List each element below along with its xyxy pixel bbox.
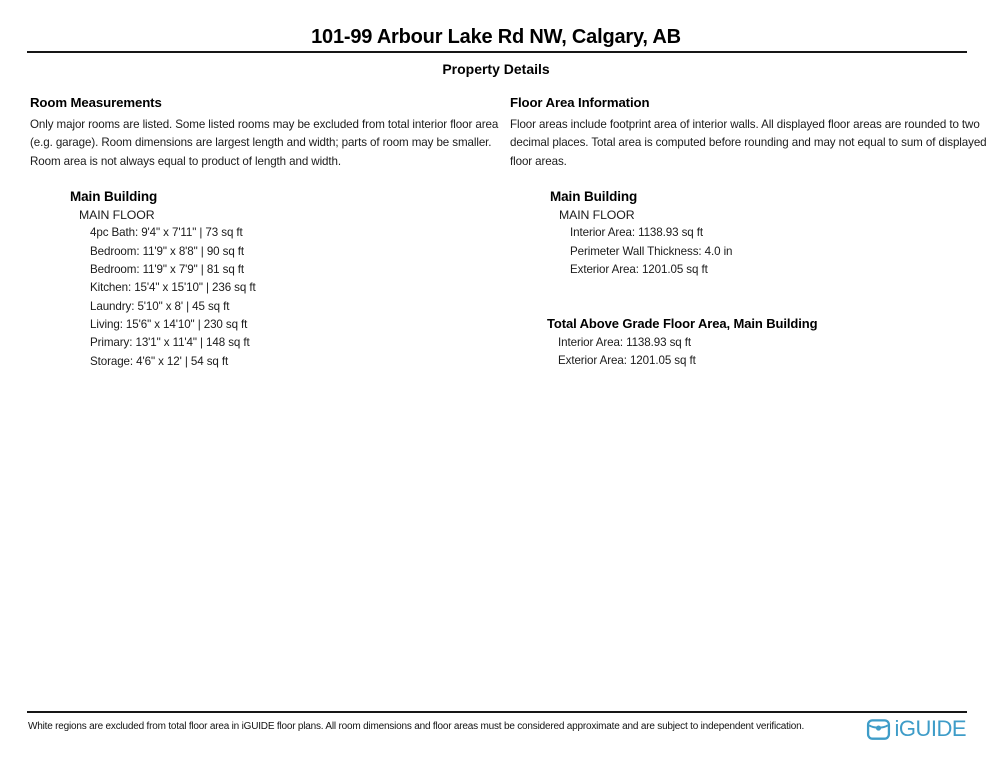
room-item: Laundry: 5'10" x 8' | 45 sq ft — [90, 299, 230, 313]
floor-name: MAIN FLOOR — [559, 208, 635, 223]
room-item: Living: 15'6" x 14'10" | 230 sq ft — [90, 317, 248, 331]
room-measurements-heading: Room Measurements — [30, 95, 162, 110]
description-line: Floor areas include footprint area of interior walls. All displayed floor areas are rounded to two — [510, 118, 980, 131]
room-item: 4pc Bath: 9'4" x 7'11" | 73 sq ft — [90, 226, 243, 240]
footer-divider — [27, 711, 967, 713]
description-line: decimal places. Total area is computed before rounding and may not equal to sum of displayed — [510, 136, 987, 150]
description-line: Room area is not always equal to product of length and width. — [30, 154, 341, 168]
description-line: Only major rooms are listed. Some listed rooms may be excluded from total interior floor area — [30, 118, 499, 131]
building-name: Main Building — [550, 188, 638, 204]
iguide-camera-icon — [866, 717, 891, 742]
room-item: Bedroom: 11'9" x 8'8" | 90 sq ft — [90, 244, 245, 258]
building-group — [30, 188, 500, 371]
floor-area-description — [510, 116, 987, 171]
iguide-logo — [866, 716, 966, 742]
area-detail-item: Perimeter Wall Thickness: 4.0 in — [570, 244, 733, 258]
room-item: Storage: 4'6" x 12' | 54 sq ft — [90, 354, 229, 368]
room-measurements-section — [30, 95, 500, 371]
iguide-logo-text: iGUIDE — [894, 716, 966, 741]
floor-area-heading: Floor Area Information — [510, 95, 650, 110]
floor-name: MAIN FLOOR — [79, 208, 155, 223]
title-divider — [27, 51, 967, 53]
total-area-group — [510, 315, 980, 370]
total-detail-list — [547, 334, 980, 371]
room-item: Primary: 13'1" x 11'4" | 148 sq ft — [90, 336, 250, 350]
description-line: (e.g. garage). Room dimensions are largest length and width; parts of room may be smaller. — [30, 136, 492, 150]
room-item: Kitchen: 15'4" x 15'10" | 236 sq ft — [90, 281, 256, 295]
footer-disclaimer: White regions are excluded from total floor area in iGUIDE floor plans. All room dimensions and floor areas must be considered approximate and are subject to independent verification. — [28, 721, 805, 732]
area-detail-item: Interior Area: 1138.93 sq ft — [570, 226, 703, 240]
building-group — [510, 188, 980, 279]
page-title: 101-99 Arbour Lake Rd NW, Calgary, AB — [311, 26, 681, 48]
total-detail-item: Interior Area: 1138.93 sq ft — [558, 335, 691, 349]
room-list — [70, 224, 500, 370]
total-area-heading: Total Above Grade Floor Area, Main Building — [547, 316, 818, 332]
description-line: floor areas. — [510, 154, 567, 168]
area-detail-list — [550, 224, 980, 279]
page-subtitle: Property Details — [442, 61, 550, 77]
building-name: Main Building — [70, 188, 158, 204]
room-item: Bedroom: 11'9" x 7'9" | 81 sq ft — [90, 263, 245, 277]
total-detail-item: Exterior Area: 1201.05 sq ft — [558, 353, 696, 367]
area-detail-item: Exterior Area: 1201.05 sq ft — [570, 263, 708, 277]
room-measurements-description — [30, 116, 500, 171]
floor-area-section — [510, 95, 987, 370]
